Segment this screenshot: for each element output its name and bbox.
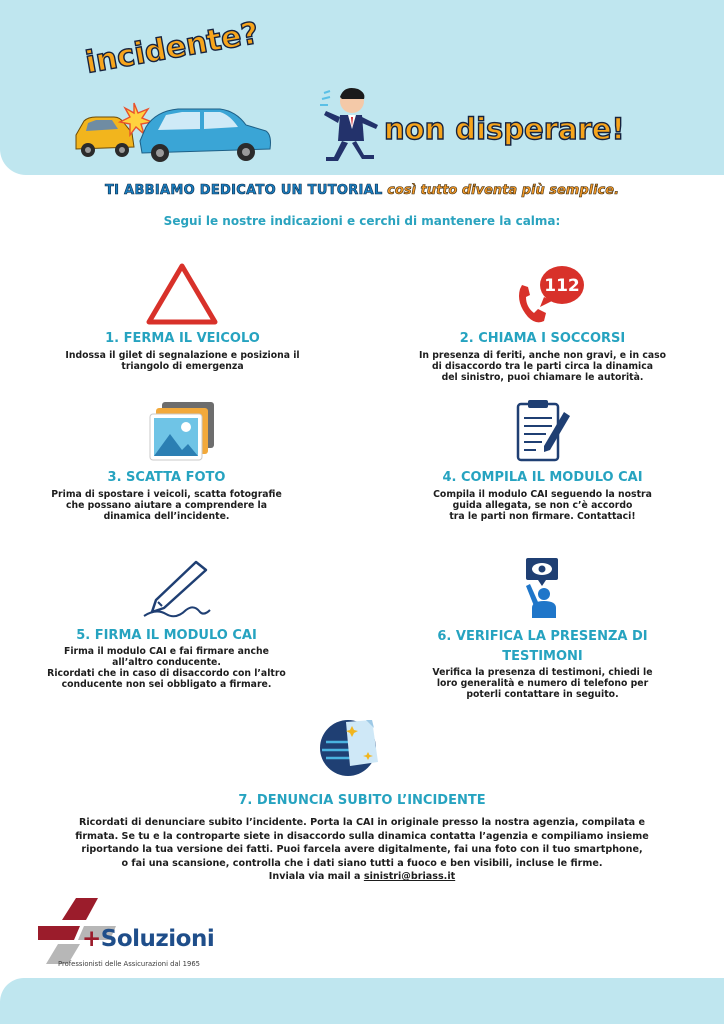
step-7-line: firmata. Se tu e la controparte siete in disaccordo sulla dinamica contatta l’agenzia e compiliamo insieme — [75, 830, 649, 842]
step-6-line: loro generalità e numero di telefono per — [436, 678, 649, 689]
witness-icon — [522, 556, 564, 620]
step-5-title: 5. FIRMA IL MODULO CAI — [76, 628, 257, 643]
step-4-line: Compila il modulo CAI seguendo la nostra — [433, 489, 652, 500]
step-7-line: Ricordati di denunciare subito l’incidente. Porta la CAI in originale presso la nostra agenzia, compilata e — [79, 817, 645, 828]
step-1-line: Indossa il gilet di segnalazione e posiziona il — [65, 350, 300, 361]
warning-triangle-icon — [145, 262, 219, 326]
step-3-line: che possano aiutare a comprendere la — [65, 500, 268, 511]
step-3-title: 3. SCATTA FOTO — [107, 470, 226, 485]
mail-prefix: Inviala via mail a — [268, 871, 364, 883]
step-7-line: riportando la tua versione dei fatti. Puoi farcela avere digitalmente, fai una foto con il tuo smartphone, — [81, 844, 643, 856]
step-7-mail-line — [70, 870, 654, 884]
headline-reassure: non disperare! — [384, 112, 625, 146]
logo-wordmark — [82, 926, 214, 952]
car-crash-illustration — [70, 95, 275, 165]
headline-question: incidente? — [82, 15, 262, 81]
step-6-line: poterli contattare in seguito. — [466, 689, 619, 700]
photos-icon — [148, 400, 218, 464]
step-4-text — [400, 489, 685, 522]
pen-signature-icon — [140, 558, 218, 620]
tagline-part2: così tutto diventa più semplice. — [387, 183, 620, 198]
running-man-illustration — [318, 85, 384, 165]
step-2-title: 2. CHIAMA I SOCCORSI — [459, 331, 626, 346]
send-document-icon — [316, 712, 384, 780]
clipboard-form-icon — [512, 398, 574, 464]
step-4-title: 4. COMPILA IL MODULO CAI — [442, 470, 643, 485]
tagline — [0, 183, 724, 198]
step-5-text — [24, 646, 309, 690]
email-link[interactable]: sinistri@briass.it — [363, 871, 456, 883]
step-3-text — [24, 489, 309, 522]
step-6-title-line: TESTIMONI — [502, 649, 583, 664]
subtitle: Segui le nostre indicazioni e cerchi di mantenere la calma: — [163, 214, 561, 228]
step-5-line: Firma il modulo CAI e fai firmare anche — [64, 646, 269, 657]
step-2-line: del sinistro, puoi chiamare le autorità. — [441, 372, 644, 383]
step-6-title-line: 6. VERIFICA LA PRESENZA DI — [437, 629, 648, 644]
step-2-text — [400, 350, 685, 383]
step-2-line: In presenza di feriti, anche non gravi, e in caso — [418, 350, 667, 361]
emergency-call-icon — [514, 263, 588, 325]
step-5-line: all’altro conducente. — [112, 657, 221, 668]
footer-band — [0, 978, 724, 1024]
logo-plus: + — [82, 926, 101, 952]
step-7-text — [70, 816, 654, 884]
step-3-line: Prima di spostare i veicoli, scatta fotografie — [51, 489, 282, 500]
step-2-line: di disaccordo tra le parti circa la dinamica — [431, 361, 654, 372]
step-3-line: dinamica dell’incidente. — [103, 511, 230, 522]
step-1-title: 1. FERMA IL VEICOLO — [105, 331, 260, 346]
step-6-text — [400, 667, 685, 700]
step-1-text — [40, 350, 325, 372]
step-6-title — [400, 627, 685, 667]
step-4-line: tra le parti non firmare. Contattaci! — [449, 511, 636, 522]
step-5-line: Ricordati che in caso di disaccordo con l’altro — [47, 668, 286, 679]
tagline-part1: TI ABBIAMO DEDICATO UN TUTORIAL — [104, 183, 383, 198]
step-7-line: o fai una scansione, controlla che i dati siano tutti a fuoco e ben visibili, incluse le firme. — [121, 857, 603, 869]
step-4-line: guida allegata, se non c’è accordo — [452, 500, 633, 511]
step-1-line: triangolo di emergenza — [121, 361, 244, 372]
step-7-title: 7. DENUNCIA SUBITO L’INCIDENTE — [238, 793, 486, 808]
logo-name: Soluzioni — [100, 926, 215, 952]
step-6-line: Verifica la presenza di testimoni, chiedi le — [432, 667, 653, 678]
emergency-number: 112 — [544, 276, 580, 296]
step-5-line: conducente non sei obbligato a firmare. — [61, 679, 272, 690]
logo-tagline: Professionisti delle Assicurazioni dal 1965 — [58, 960, 200, 968]
